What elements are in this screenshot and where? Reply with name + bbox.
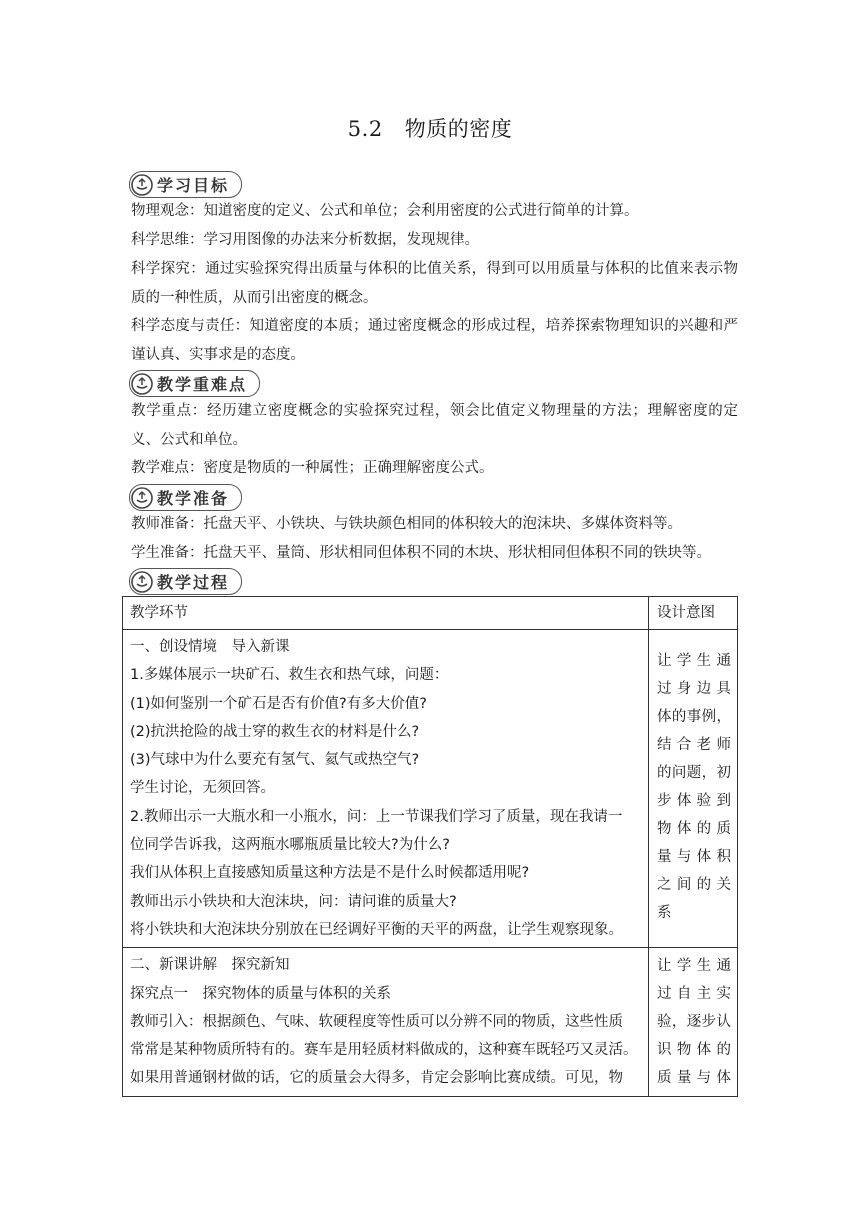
prep-label: 学生准备： [131, 545, 204, 561]
stage-line: 学生讨论，无须回答。 [130, 780, 275, 797]
objective-attitude [131, 312, 738, 369]
objective-label: 科学探究： [131, 261, 206, 277]
section-title: 教学重难点 [157, 375, 248, 394]
objective-thinking [131, 226, 738, 255]
section-badge-key-points [129, 370, 260, 397]
stage-cell [123, 630, 649, 948]
section-title: 学习目标 [157, 176, 230, 195]
objective-text: 通过实验探究得出质量与体积的比值关系，得到可以用质量与体积的比值来表示物质的一种性质，从而引出密度的概念。 [131, 261, 738, 306]
stage-cell [123, 948, 649, 1096]
stage-line: (3)气球中为什么要充有氢气、氦气或热空气? [130, 752, 420, 769]
stage-line: 探究点一 探究物体的质量与体积的关系 [130, 985, 391, 1002]
table-header-row [123, 597, 738, 630]
key-point-text: 经历建立密度概念的实验探究过程，领会比值定义物理量的方法；理解密度的定义、公式和单位。 [131, 403, 739, 448]
intent-line: 让学生通 [657, 653, 731, 669]
stage-line: (1)如何鉴别一个矿石是否有价值?有多大价值? [130, 695, 427, 712]
prep-label: 教师准备： [131, 516, 204, 532]
section-badge-icon [131, 174, 153, 196]
section-badge-icon [131, 571, 153, 593]
key-point-difficulty [131, 454, 738, 483]
intent-line: 让学生通 [657, 958, 731, 975]
stage-line: 我们从体积上直接感知质量这种方法是不是什么时候都适用呢? [130, 865, 530, 882]
section-badge-icon [131, 487, 153, 509]
stage-line: 二、新课讲解 探究新知 [130, 957, 290, 974]
objective-label: 科学思维： [131, 232, 204, 248]
objective-label: 物理观念： [131, 203, 204, 219]
intent-line: 质量与体 [657, 1070, 731, 1087]
intent-line: 过自主实 [657, 986, 731, 1003]
table-row [123, 948, 738, 1096]
key-point-label: 教学难点： [131, 460, 204, 476]
objective-text: 知道密度的定义、公式和单位；会利用密度的公式进行简单的计算。 [203, 203, 639, 219]
section-title: 教学准备 [157, 489, 230, 508]
intent-line: 过身边具 [657, 681, 731, 697]
header-cell-intent: 设计意图 [649, 597, 738, 630]
prep-student [131, 539, 738, 568]
title-text: 物质的密度 [404, 117, 513, 141]
objective-text: 学习用图像的办法来分析数据，发现规律。 [203, 232, 479, 248]
section-badge-preparation [129, 484, 242, 511]
stage-line: 一、创设情境 导入新课 [130, 639, 290, 655]
prep-teacher [131, 510, 738, 539]
stage-line: 2.教师出示一大瓶水和一小瓶水，问：上一节课我们学习了质量，现在我请一 [130, 808, 623, 825]
table-row [123, 630, 738, 948]
objective-label: 科学态度与责任： [131, 318, 250, 334]
title-number: 5.2 [347, 117, 383, 141]
key-point-focus [131, 397, 738, 454]
intent-line: 验，逐步认 [657, 1014, 731, 1031]
stage-line: 1.多媒体展示一块矿石、救生衣和热气球，问题： [130, 667, 449, 684]
page-title [0, 113, 860, 143]
stage-line: 教师引入：根据颜色、气味、软硬程度等性质可以分辨不同的物质，这些性质 [130, 1013, 623, 1030]
intent-cell [649, 630, 738, 948]
intent-line: 之间的关 [657, 877, 731, 893]
intent-line: 体的事例， [657, 709, 731, 725]
stage-line: (2)抗洪抢险的战士穿的救生衣的材料是什么? [130, 723, 420, 740]
intent-line: 结合老师 [657, 737, 731, 753]
section-badge-objectives [129, 171, 242, 198]
stage-line: 位同学告诉我，这两瓶水哪瓶质量比较大?为什么? [130, 837, 450, 854]
prep-text: 托盘天平、小铁块、与铁块颜色相同的体积较大的泡沫块、多媒体资料等。 [203, 516, 682, 532]
intent-line: 步体验到 [657, 793, 731, 809]
header-cell-stage: 教学环节 [123, 597, 649, 630]
stage-line: 常常是某种物质所特有的。赛车是用轻质材料做成的，这种赛车既轻巧又灵活。 [130, 1042, 638, 1059]
objective-inquiry [131, 255, 738, 312]
objective-text: 知道密度的本质；通过密度概念的形成过程，培养探索物理知识的兴趣和严谨认真、实事求是的态度。 [131, 318, 738, 363]
objective-physics [131, 197, 738, 226]
intent-line: 物体的质 [657, 821, 731, 837]
stage-line: 将小铁块和大泡沫块分别放在已经调好平衡的天平的两盘，让学生观察现象。 [130, 921, 623, 938]
key-point-text: 密度是物质的一种属性；正确理解密度公式。 [203, 460, 494, 476]
intent-line: 系 [657, 905, 672, 921]
stage-line: 如果用普通钢材做的话，它的质量会大得多，肯定会影响比赛成绩。可见，物 [130, 1070, 623, 1087]
intent-line: 的问题，初 [657, 765, 731, 781]
intent-line: 量与体积 [657, 849, 731, 865]
stage-line: 教师出示小铁块和大泡沫块，问：请问谁的质量大? [130, 893, 457, 910]
prep-text: 托盘天平、量筒、形状相同但体积不同的木块、形状相同但体积不同的铁块等。 [203, 545, 711, 561]
section-badge-icon [131, 373, 153, 395]
key-point-label: 教学重点： [131, 403, 207, 419]
intent-cell [649, 948, 738, 1096]
teaching-process-table [122, 596, 738, 1097]
section-title: 教学过程 [157, 573, 230, 592]
section-badge-process [129, 568, 242, 595]
intent-line: 识物体的 [657, 1042, 731, 1059]
